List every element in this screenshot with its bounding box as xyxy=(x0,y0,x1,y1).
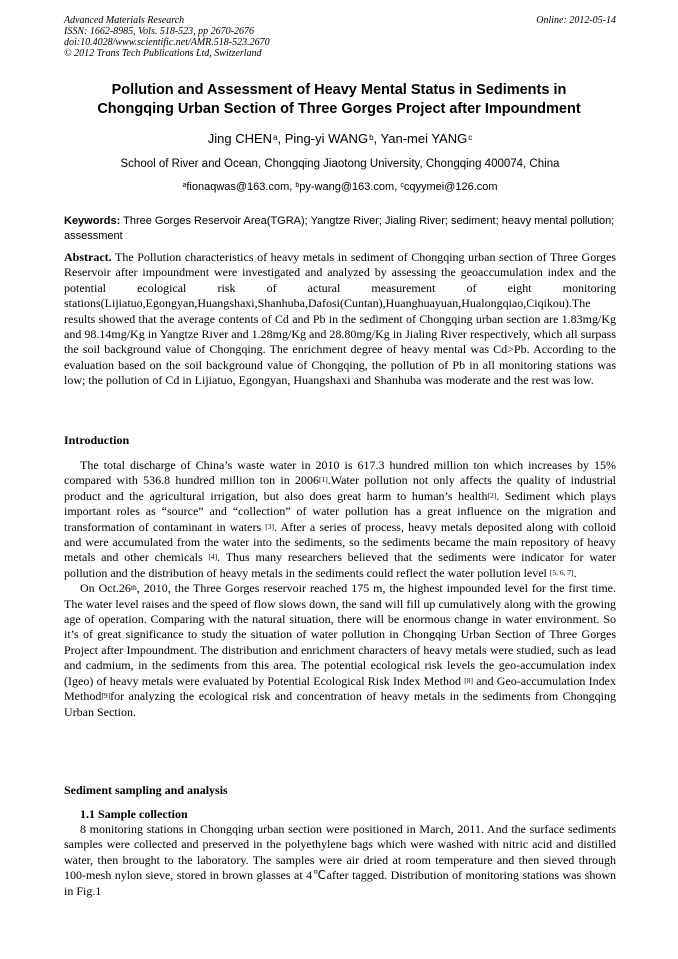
online-date: Online: 2012-05-14 xyxy=(536,15,616,26)
citation-3: [3] xyxy=(265,521,275,531)
sampling-heading: Sediment sampling and analysis xyxy=(64,783,228,797)
keywords-label: Keywords: xyxy=(64,215,121,227)
text-run: , 2010, the Three Gorges reservoir reached 175 m, the highest impounded level for the first time. The water level raises and the speed of flow slows down, the sand will fill up cumulatively along with the growing age of operation. Comparing with the natural situation, there will be enormous change in water environment. So it’s of great significance to study the situation of water pollution in Chongqing Urban Section of Three Gorges Project after Impoundment. The distribution and enrichment characters of heavy metals were studied, such as lead and cadmium, in the sediments from this area. The potential ecological risk levels the geo-accumulation index (Igeo) of heavy metals were evaluated by Potential Ecological Risk Index Method xyxy=(64,581,616,688)
author-1-marker: a xyxy=(273,133,278,142)
doi-line: doi:10.4028/www.scientific.net/AMR.518-523.2670 xyxy=(64,37,270,48)
author-list xyxy=(64,131,616,147)
email-1: fionaqwas@163.com xyxy=(186,181,290,193)
text-run: . xyxy=(573,565,577,580)
ordinal-suffix: th xyxy=(130,583,137,593)
sample-collection-paragraph: 8 monitoring stations in Chongqing urban section were positioned in March, 2011. And the surface sediments samples were collected and preserved in the polyethylene bags which were washed with nitric acid and distilled water, then brought to the laboratory. The samples were air dried at room temperature and then sieved through 100-mesh nylon sieve, stored in brown glasses at 4℃after tagged. Distribution of monitoring stations was shown in Fig.1 xyxy=(64,822,616,898)
text-run: .Water pollution not only affects the quality of industrial product and the agricultural irrigation, but also does great harm to human’s health xyxy=(64,473,616,503)
text-run: for analyzing the ecological risk and concentration of heavy metals in the sediments from Chongqing Urban Section. xyxy=(64,689,616,719)
email-1-marker: a xyxy=(182,182,187,189)
email-separator: , xyxy=(394,181,401,193)
text-run: . After a series of process, heavy metals deposited along with colloid and were accumulated from the water into the sediments, so the sediments became the main repository of heavy metals and other chemicals xyxy=(64,519,617,565)
sample-collection-heading: 1.1 Sample collection xyxy=(80,807,188,821)
email-list xyxy=(64,180,616,194)
text-run: . Thus many researchers believed that the sediments were indicator for water pollution and the distribution of heavy metals in the sediments could reflect the water pollution level xyxy=(64,550,616,580)
introduction-section xyxy=(64,433,616,720)
introduction-paragraph-2 xyxy=(64,581,616,720)
text-run: The total discharge of China’s waste water in 2010 is 617.3 hundred million ton which increases by 15% compared with 536.8 hundred million ton in 2006 xyxy=(64,458,616,488)
email-3-marker: c xyxy=(400,182,404,189)
abstract-text: The Pollution characteristics of heavy metals in sediment of Chongqing urban section of Three Gorges Reservoir after impoundment were investigated and analyzed by assessing the geoaccumulation index and the potential ecological risk of actural measurement of eight monitoring stations(Lijiatuo,Egongyan,Huangshaxi,Shanhuba,Dafosi(Cuntan),Huanghuayuan,Hualongqiao,Ciqikou).The results showed that the average contents of Cd and Pb in the sediment of Chongqing urban section are 1.83mg/Kg and 98.14mg/Kg in Yangtze River and 1.28mg/Kg and 28.80mg/Kg in Jialing River respectively, which all surpass the soil background value of Chongqing. The enrichment degree of heavy mental was Cd>Pb. According to the evaluation based on the soil background value of Chongqing, the pollution of Pb in all monitoring stations was low; the pollution of Cd in Lijiatuo, Egongyan, Huangshaxi and Shanhuba was moderate and the rest was low. xyxy=(64,250,616,388)
introduction-paragraph-1 xyxy=(64,458,616,581)
keywords xyxy=(64,214,616,244)
author-2: Ping-yi WANG xyxy=(284,131,369,146)
issn-line: ISSN: 1662-8985, Vols. 518-523, pp 2670-2676 xyxy=(64,26,254,37)
keywords-text: Three Gorges Reservoir Area(TGRA); Yangtze River; Jialing River; sediment; heavy mental pollution; assessment xyxy=(64,215,615,242)
author-separator: , xyxy=(277,131,285,146)
email-separator: , xyxy=(289,181,296,193)
author-2-marker: b xyxy=(369,133,374,142)
author-separator: , xyxy=(373,131,381,146)
email-2-marker: b xyxy=(295,182,300,189)
introduction-heading: Introduction xyxy=(64,433,130,447)
paper-title xyxy=(44,81,634,119)
citation-4: [4] xyxy=(208,552,218,562)
citation-9: [9] xyxy=(101,691,111,701)
email-3: cqyymei@126.com xyxy=(403,181,498,193)
copyright-line: © 2012 Trans Tech Publications Ltd, Switzerland xyxy=(64,48,262,59)
text-run: On Oct.26 xyxy=(80,581,131,596)
author-3-marker: c xyxy=(468,133,473,142)
author-3: Yan-mei YANG xyxy=(380,131,468,146)
citation-2: [2] xyxy=(487,490,497,500)
email-2: py-wang@163.com xyxy=(299,181,395,193)
affiliation: School of River and Ocean, Chongqing Jiaotong University, Chongqing 400074, China xyxy=(120,158,560,170)
citation-8: [8] xyxy=(464,675,473,685)
journal-name: Advanced Materials Research xyxy=(64,15,185,26)
abstract xyxy=(64,250,616,389)
title-line-2: Chongqing Urban Section of Three Gorges Project after Impoundment xyxy=(97,101,581,117)
author-1: Jing CHEN xyxy=(207,131,273,146)
text-run: and Geo-accumulation Index Method xyxy=(64,673,616,704)
sampling-section xyxy=(64,783,616,899)
title-line-1: Pollution and Assessment of Heavy Mental Status in Sediments in xyxy=(111,82,567,98)
abstract-label: Abstract. xyxy=(64,250,112,264)
publication-header xyxy=(64,15,616,59)
citation-5-7: [5, 6, 7] xyxy=(549,567,574,577)
citation-1: [1] xyxy=(318,475,328,485)
text-run: . Sediment which plays important roles as “source” and “collection” of water pollution has a great influence on the migration and transformation of contaminant in waters xyxy=(64,488,616,534)
